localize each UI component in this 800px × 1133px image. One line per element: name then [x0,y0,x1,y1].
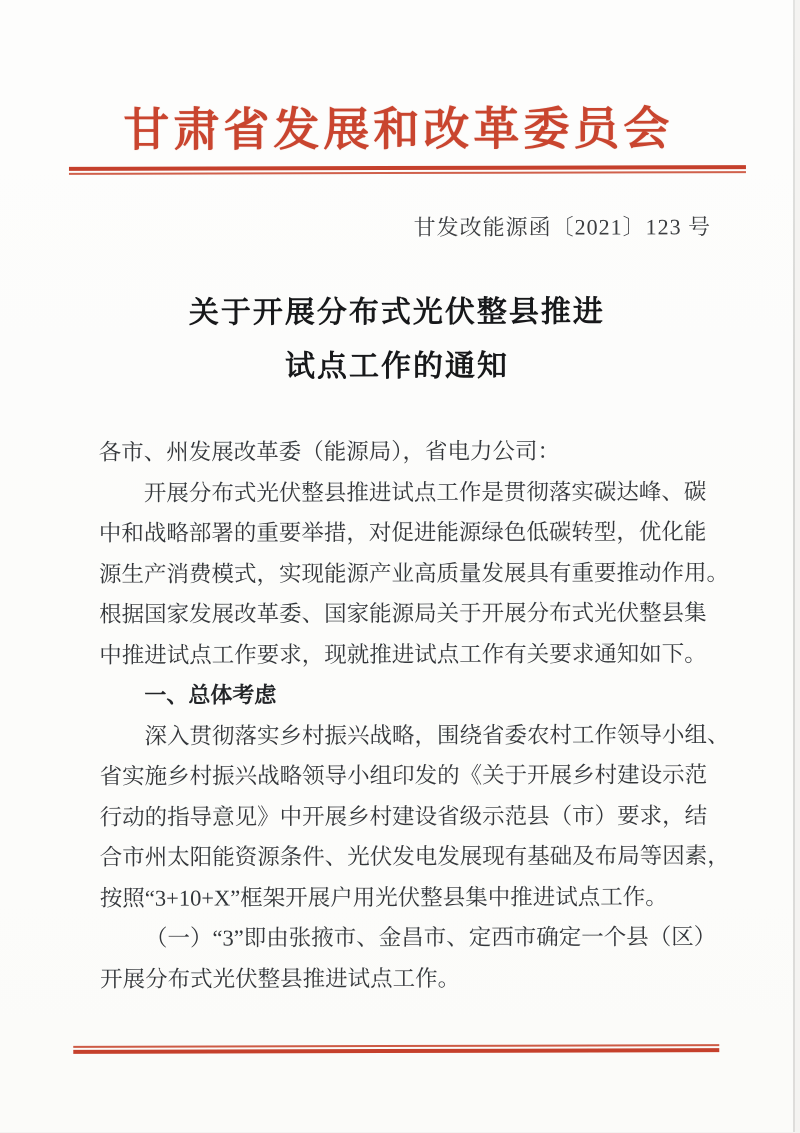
letterhead-separator-rule [69,165,746,174]
agency-letterhead-title: 甘肃省发展和改革委员会 [123,103,674,156]
body-line: 省实施乡村振兴战略领导小组印发的《关于开展乡村建设示范 [99,762,708,789]
body-line: 行动的指导意见》中开展乡村建设省级示范县（市）要求，结 [99,802,708,830]
body-line: 合市州太阳能资源条件、光伏发电发展现有基础及布局等因素， [99,843,730,870]
section-heading: 一、总体考虑 [144,682,277,708]
document-title-line-2: 试点工作的通知 [284,349,510,384]
body-line: 中推进试点工作要求，现就推进试点工作有关要求通知如下。 [99,640,707,668]
body-line: （一）“3”即由张掖市、金昌市、定西市确定一个县（区） [144,924,717,951]
footer-separator-rule [73,1044,719,1053]
page-edge-shadow [793,0,795,1132]
document-number: 甘发改能源函〔2021〕123 号 [413,214,712,240]
document-body [98,431,730,1000]
body-line: 根据国家发展改革委、国家能源局关于开展分布式光伏整县集 [99,600,707,627]
document-title-line-1: 关于开展分布式光伏整县推进 [188,295,605,330]
rule-thick-line [73,1048,719,1053]
body-line: 深入贯彻落实乡村振兴战略，围绕省委农村工作领导小组、 [144,721,730,749]
body-line: 开展分布式光伏整县推进试点工作。 [100,965,461,992]
body-line: 开展分布式光伏整县推进试点工作是贯彻落实碳达峰、碳 [143,478,707,506]
body-line: 源生产消费模式，实现能源产业高质量发展具有重要推动作用。 [98,559,730,587]
document-title [0,285,795,395]
salutation-line: 各市、州发展改革委（能源局），省电力公司： [98,438,560,465]
body-line: 中和战略部署的重要举措，对促进能源绿色低碳转型，优化能 [98,519,707,546]
body-line: 按照“3+10+X”框架开展户用光伏整县集中推进试点工作。 [99,883,668,911]
